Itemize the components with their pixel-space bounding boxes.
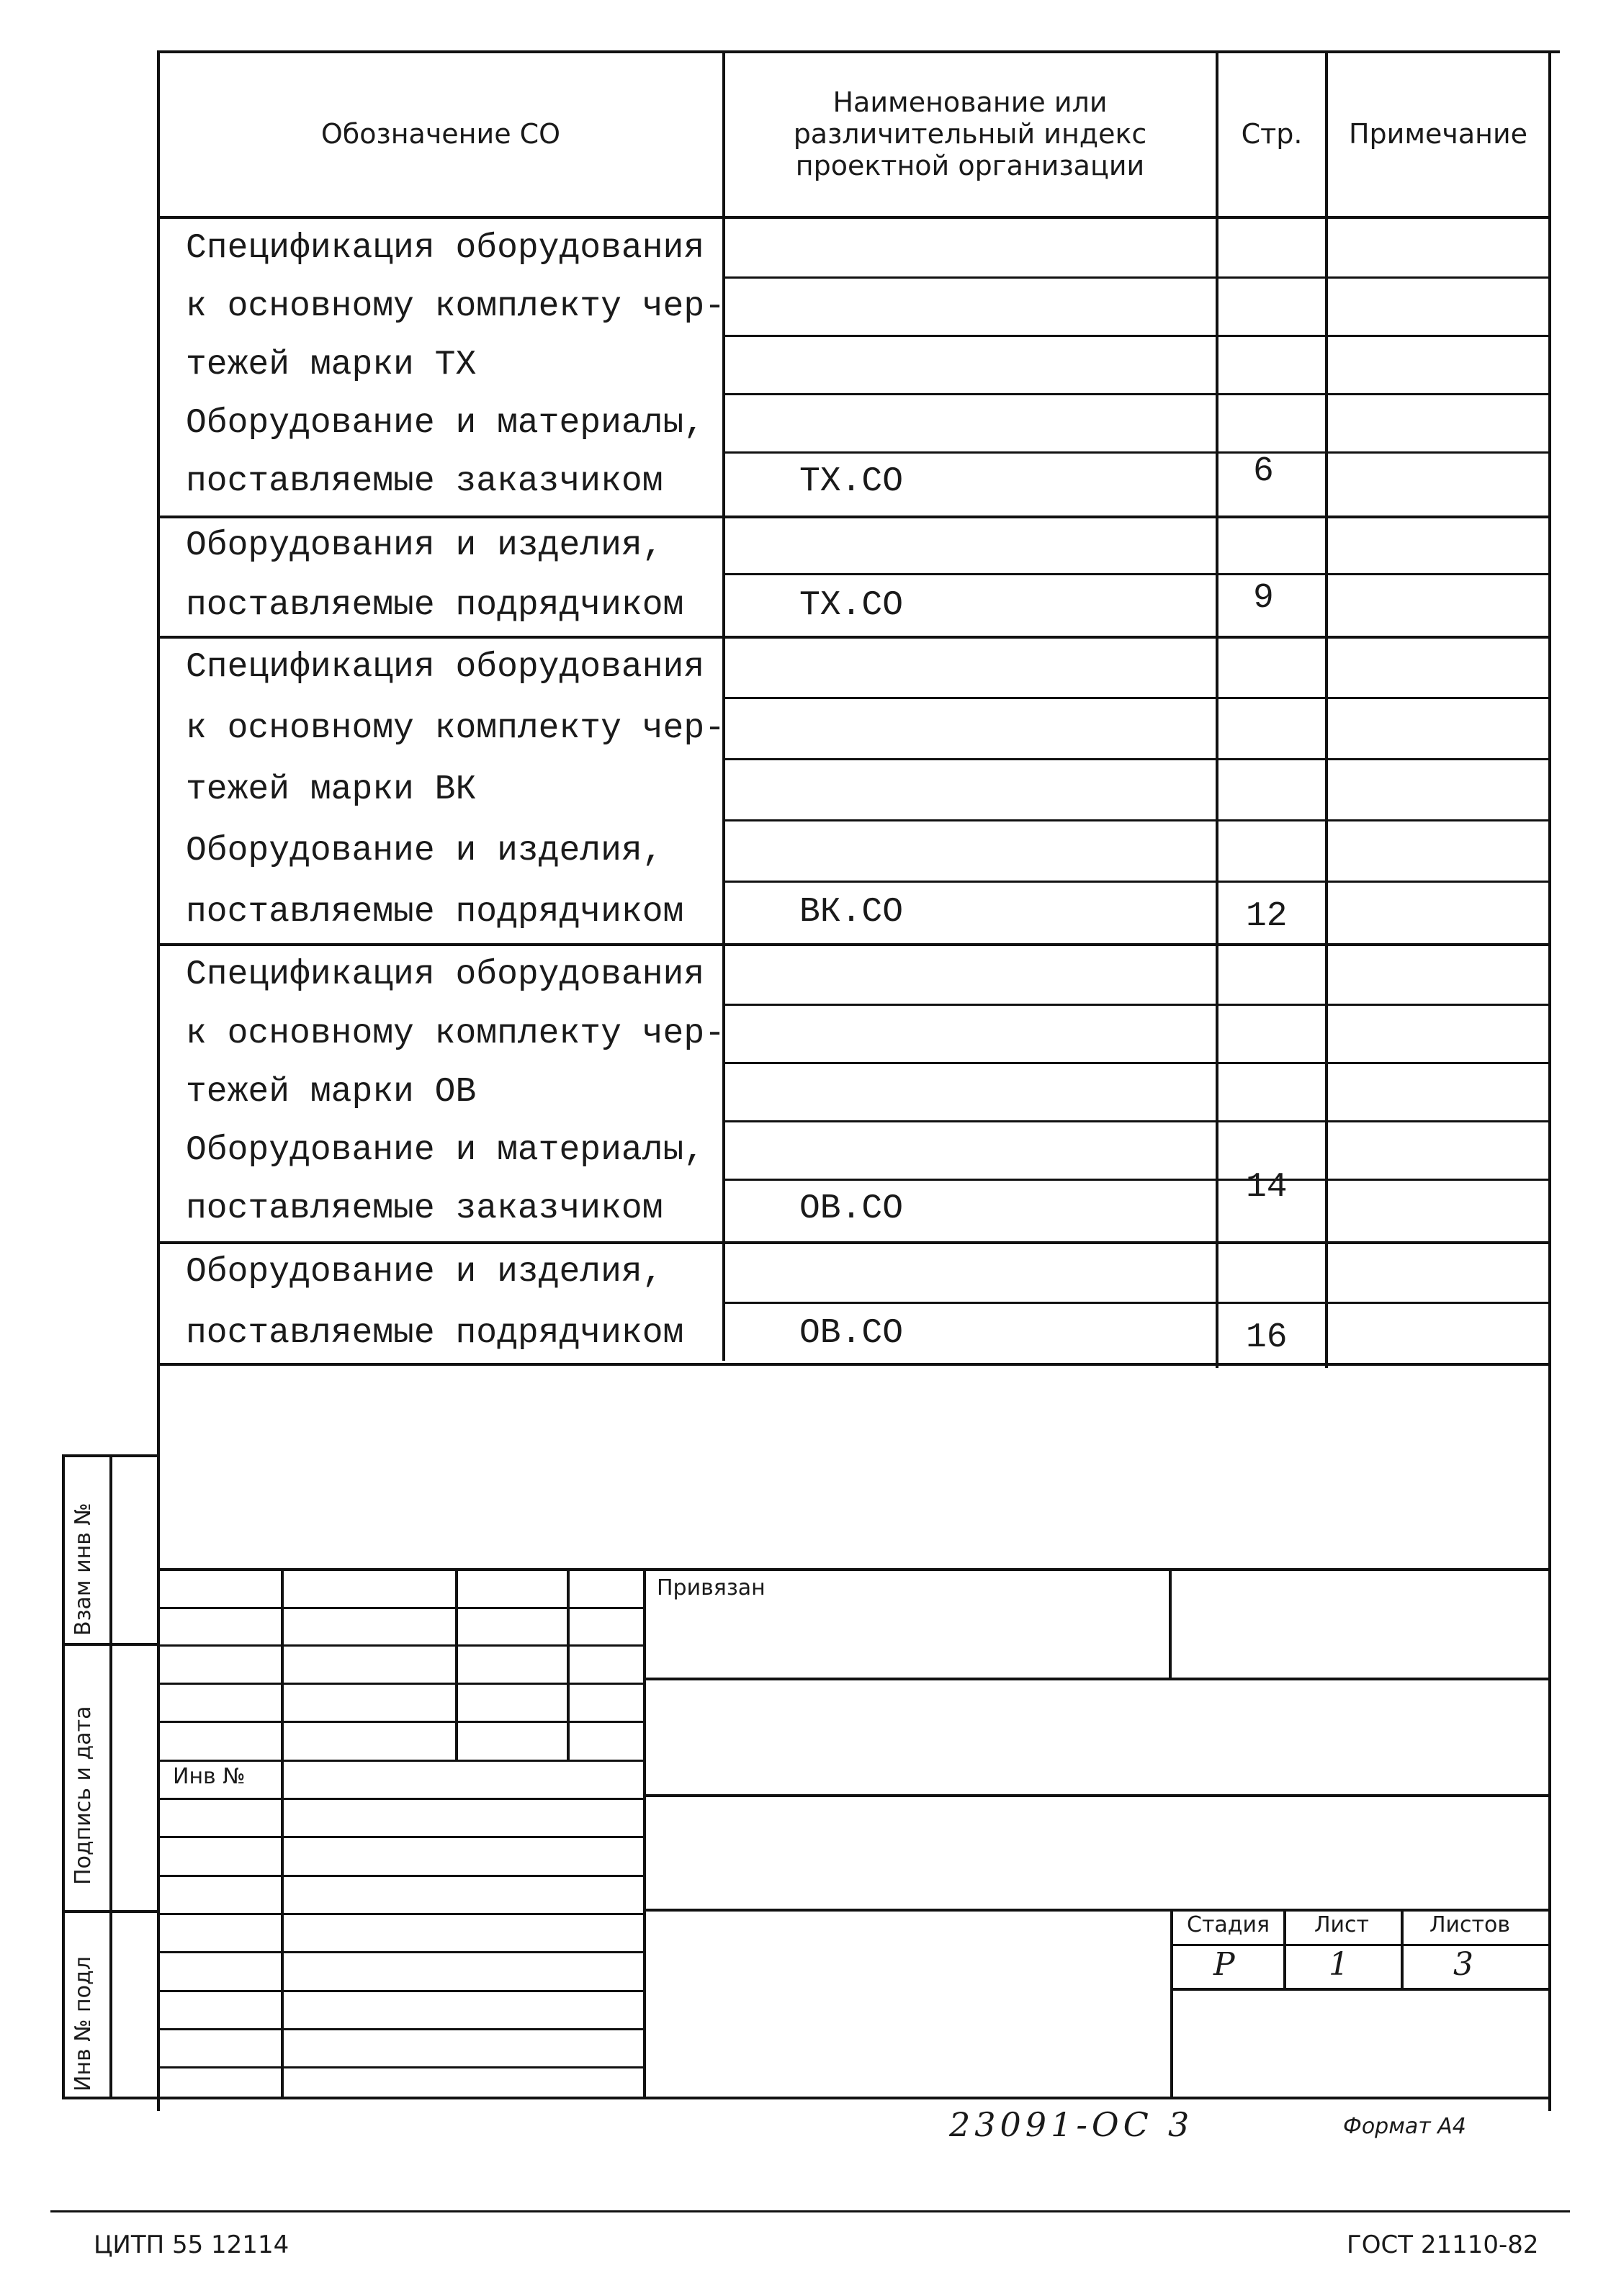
row-text: поставляемые подрядчиком [186, 586, 684, 625]
row-code: ОВ.СО [799, 1314, 904, 1353]
row-page: 6 [1253, 452, 1274, 491]
header-name-line2: различительный индекс [793, 118, 1147, 150]
row-page: 12 [1246, 897, 1288, 936]
row-text: тежей марки ТХ [186, 346, 477, 384]
header-note: Примечание [1348, 118, 1528, 150]
stadia-label: Стадия [1187, 1912, 1270, 1937]
row-text: Спецификация оборудования [186, 955, 705, 994]
row-text: Оборудование и изделия, [186, 832, 663, 870]
row-text: Оборудования и изделия, [186, 526, 663, 565]
footer-rule [50, 2210, 1570, 2212]
row-code: ТХ.СО [799, 462, 904, 501]
header-name-line1: Наименование или [832, 86, 1108, 119]
podpis-label: Подпись и дата [71, 1706, 96, 1885]
row-text: поставляемые заказчиком [186, 1189, 663, 1228]
privyazan-label: Привязан [657, 1575, 766, 1601]
doc-sheet: 3 [1168, 2105, 1190, 2144]
row-text: тежей марки ВК [186, 770, 477, 809]
header-designation: Обозначение СО [320, 118, 561, 150]
vzam-label: Взам инв № [71, 1503, 96, 1636]
row-text: Спецификация оборудования [186, 229, 705, 268]
doc-number: 23091-ОС [949, 2105, 1153, 2144]
row-code: ТХ.СО [799, 586, 904, 625]
header-page: Стр. [1241, 118, 1303, 150]
list-label: Лист [1314, 1912, 1370, 1937]
row-text: Оборудование и материалы, [186, 404, 705, 443]
list-value: 1 [1329, 1946, 1349, 1983]
row-text: Оборудование и изделия, [186, 1253, 663, 1292]
row-text: тежей марки ОВ [186, 1073, 477, 1112]
row-text: к основному комплекту чер- [186, 287, 725, 326]
inv-podl-label: Инв № подл [71, 1956, 96, 2092]
listov-label: Листов [1429, 1912, 1511, 1937]
row-text: к основному комплекту чер- [186, 709, 725, 748]
header-name-line3: проектной организации [795, 149, 1145, 181]
row-text: поставляемые заказчиком [186, 462, 663, 501]
format-label: Формат А4 [1343, 2114, 1466, 2139]
inv-no-label: Инв № [173, 1764, 246, 1789]
footer-right: ГОСТ 21110-82 [1347, 2230, 1539, 2259]
row-code: ВК.СО [799, 893, 904, 932]
row-text: поставляемые подрядчиком [186, 893, 684, 932]
row-text: Оборудование и материалы, [186, 1131, 705, 1170]
header-name [725, 53, 1215, 216]
row-text: поставляемые подрядчиком [186, 1314, 684, 1353]
row-page: 16 [1246, 1318, 1288, 1357]
row-text: Спецификация оборудования [186, 648, 705, 687]
row-code: ОВ.СО [799, 1189, 904, 1228]
row-page: 9 [1253, 579, 1274, 618]
footer-left: ЦИТП 55 12114 [94, 2230, 289, 2259]
row-text: к основному комплекту чер- [186, 1014, 725, 1053]
listov-value: 3 [1453, 1946, 1473, 1983]
stadia-value: Р [1213, 1946, 1235, 1983]
row-page: 14 [1246, 1168, 1288, 1207]
